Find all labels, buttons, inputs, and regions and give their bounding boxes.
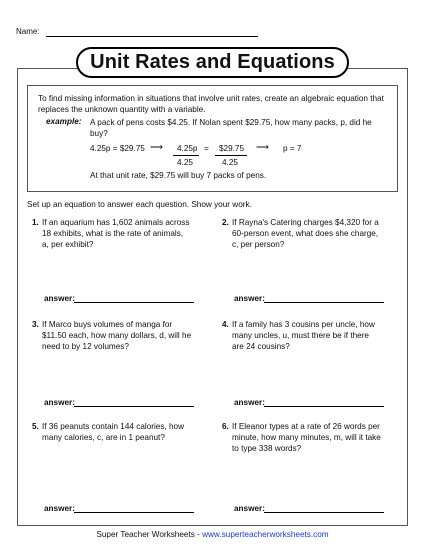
- problem-number: 2.: [222, 218, 229, 227]
- problem-text: If Rayna's Catering charges $4,320 for a 60-person event, what does she charge, c, per person?: [232, 218, 379, 249]
- answer-label: answer:: [234, 398, 265, 407]
- answer-line[interactable]: [264, 302, 384, 303]
- page-title: Unit Rates and Equations: [76, 47, 349, 78]
- fraction-bar-left: [173, 155, 199, 156]
- answer-1: [44, 294, 75, 303]
- equation-den-left: 4.25: [177, 158, 193, 167]
- answer-3: [44, 398, 75, 407]
- equation-num-right: $29.75: [219, 144, 245, 153]
- problem-number: 6.: [222, 422, 229, 431]
- problem-text: If 36 peanuts contain 144 calories, how many calories, c, are in 1 peanut?: [42, 422, 185, 442]
- title-wrap: [0, 47, 425, 78]
- example-conclusion: At that unit rate, $29.75 will buy 7 packs of pens.: [90, 171, 267, 180]
- problem-text: If Marco buys volumes of manga for $11.50 each, how many dollars, d, will he need to by 12 volumes?: [42, 320, 192, 351]
- example-text: A pack of pens costs $4.25. If Nolan spent $29.75, how many packs, p, did he buy?: [90, 118, 372, 138]
- answer-5: [44, 504, 75, 513]
- equation-den-right: 4.25: [222, 158, 238, 167]
- answer-line[interactable]: [264, 512, 384, 513]
- problem-number: 5.: [32, 422, 39, 431]
- name-label: Name:: [16, 27, 40, 36]
- problem-number: 1.: [32, 218, 39, 227]
- answer-label: answer:: [234, 504, 265, 513]
- equation-step1: 4.25p = $29.75: [90, 144, 145, 153]
- problem-number: 4.: [222, 320, 229, 329]
- footer-prefix: Super Teacher Worksheets -: [96, 530, 203, 539]
- answer-label: answer:: [234, 294, 265, 303]
- directions: Set up an equation to answer each question. Show your work.: [27, 200, 252, 209]
- footer: [0, 530, 425, 539]
- equation-num-left: 4.25p: [177, 144, 198, 153]
- problem-text: If Eleanor types at a rate of 26 words per minute, how many minutes, m, will it take to type 338 words?: [232, 422, 381, 453]
- problem-number: 3.: [32, 320, 39, 329]
- problem-text: If a family has 3 cousins per uncle, how many uncles, u, must there be if there are 24 cousins?: [232, 320, 375, 351]
- equation-result: p = 7: [283, 144, 302, 153]
- name-row: [16, 27, 40, 36]
- arrow-icon: ⟶: [150, 142, 163, 152]
- equation-equals: =: [204, 144, 209, 153]
- fraction-bar-right: [215, 155, 247, 156]
- name-line[interactable]: [46, 36, 258, 37]
- answer-6: [234, 504, 265, 513]
- footer-url[interactable]: www.superteacherworksheets.com: [202, 530, 329, 539]
- intro-text: To find missing information in situations that involve unit rates, create an algebraic equation that replaces the unknown quantity with a variable.: [38, 94, 384, 114]
- answer-line[interactable]: [74, 302, 194, 303]
- problem-text: If an aquarium has 1,602 animals across 18 exhibits, what is the rate of animals, a, per exhibit?: [42, 218, 190, 249]
- answer-line[interactable]: [264, 406, 384, 407]
- answer-label: answer:: [44, 504, 75, 513]
- answer-line[interactable]: [74, 406, 194, 407]
- answer-2: [234, 294, 265, 303]
- answer-line[interactable]: [74, 512, 194, 513]
- arrow-icon: ⟶: [256, 142, 269, 152]
- answer-label: answer:: [44, 294, 75, 303]
- answer-4: [234, 398, 265, 407]
- example-label: example:: [46, 117, 82, 126]
- answer-label: answer:: [44, 398, 75, 407]
